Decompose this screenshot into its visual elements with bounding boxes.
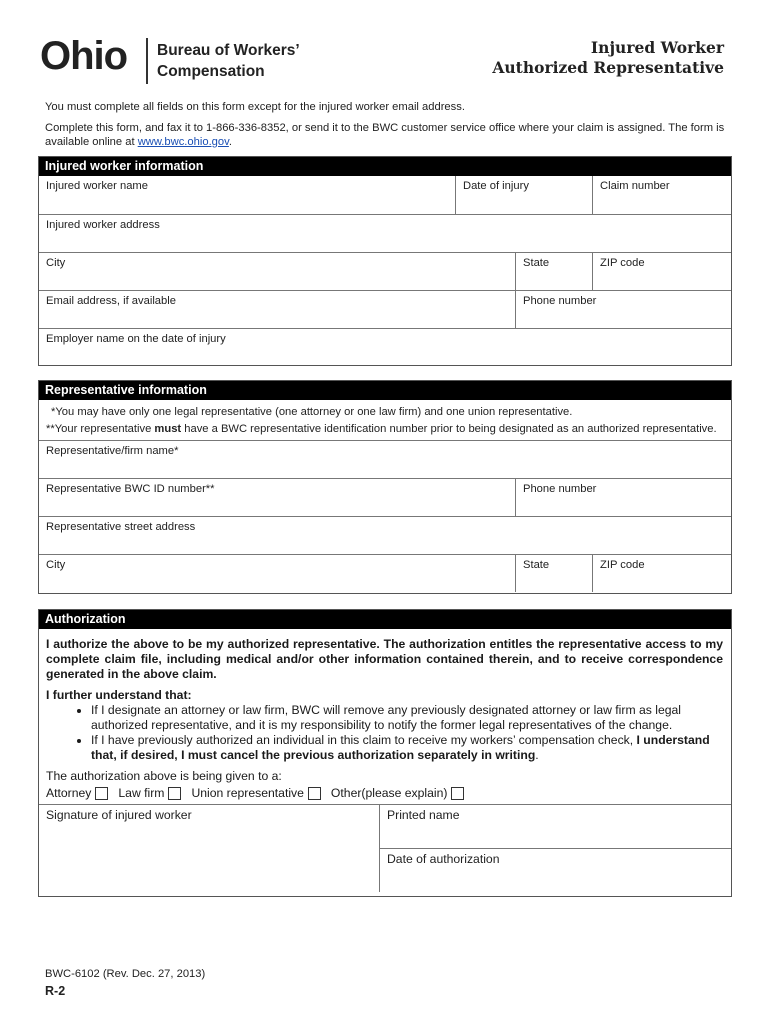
label: Employer name on the date of injury — [46, 333, 226, 345]
rep-city-field[interactable] — [39, 555, 515, 592]
bullet-bold-text: I understand that, if desired, I must cancel the previous authorization separately in writing — [91, 733, 710, 762]
injured-worker-heading: Injured worker information — [39, 157, 731, 176]
employer-name-field[interactable] — [39, 329, 731, 365]
label: Signature of injured worker — [46, 808, 192, 822]
date-of-authorization-field[interactable] — [380, 848, 731, 892]
list-item — [91, 733, 723, 763]
list-item: • If I designate an attorney or law firm, BWC will remove any previously designated attorney or law firm as legal authorized representative, and it is my responsibility to notify the former legal representatives of the change. — [91, 703, 723, 733]
union-option-label: Union representative — [191, 786, 304, 800]
printed-name-field[interactable] — [380, 805, 731, 848]
representative-heading: Representative information — [39, 381, 731, 400]
representative-firm-name-field[interactable] — [39, 441, 731, 478]
further-understand: I further understand that: — [46, 688, 192, 702]
bullet-text: If I have previously authorized an individual in this claim to receive my workers’ compensation check, — [91, 733, 637, 747]
rep-row-3 — [39, 516, 731, 554]
label: ZIP code — [600, 559, 645, 571]
understanding-list — [39, 703, 731, 763]
rep-zip-code-field[interactable] — [592, 555, 731, 592]
form-number: BWC-6102 (Rev. Dec. 27, 2013) — [45, 968, 206, 980]
intro-required-note: You must complete all fields on this form except for the injured worker email address. — [45, 101, 465, 113]
representative-bwc-id-field[interactable] — [39, 479, 515, 516]
rep-row-1 — [39, 440, 731, 478]
union-representative-checkbox[interactable] — [308, 787, 321, 800]
injured-row-3 — [39, 252, 731, 290]
form-title — [492, 38, 724, 78]
label: City — [46, 559, 66, 571]
injured-row-5 — [39, 328, 731, 365]
label: Email address, if available — [46, 295, 176, 307]
label: Printed name — [387, 808, 460, 822]
label: Representative/firm name* — [46, 445, 179, 457]
claim-number-field[interactable] — [592, 176, 731, 214]
injured-worker-section — [38, 156, 732, 366]
form-title-line-2: Authorized Representative — [492, 58, 724, 77]
attorney-checkbox[interactable] — [95, 787, 108, 800]
logo-divider — [146, 38, 148, 84]
rep-phone-number-field[interactable] — [515, 479, 731, 516]
injured-worker-name-field[interactable] — [39, 176, 455, 214]
state-field[interactable] — [515, 253, 592, 290]
injured-row-1 — [39, 176, 731, 214]
label: Date of injury — [463, 180, 529, 192]
representative-type-options — [39, 784, 731, 804]
label: State — [523, 257, 550, 269]
note-must: must — [154, 423, 182, 435]
note-text: have a BWC representative identification number prior to being designated as an authorized representative. — [181, 423, 717, 435]
injured-row-2 — [39, 214, 731, 252]
law-firm-checkbox[interactable] — [168, 787, 181, 800]
injured-worker-address-field[interactable] — [39, 215, 731, 252]
label: City — [46, 257, 66, 269]
bwc-website-link[interactable]: www.bwc.ohio.gov — [137, 136, 229, 148]
injured-row-4 — [39, 290, 731, 328]
signature-right-column — [379, 805, 731, 892]
rep-note-1: *You may have only one legal representative (one attorney or one law firm) and one union representative. — [51, 406, 573, 418]
label: Representative street address — [46, 521, 196, 533]
label: Date of authorization — [387, 852, 500, 866]
authorization-statement: I authorize the above to be my authorized representative. The authorization entitles the representative access to my complete claim file, including medical and/or other information contained therein, and to receive correspondence generated in the above claim. — [46, 637, 723, 681]
label: ZIP code — [600, 257, 645, 269]
label: Injured worker name — [46, 180, 148, 192]
note-text: **Your representative — [46, 423, 155, 435]
city-field[interactable] — [39, 253, 515, 290]
representative-street-address-field[interactable] — [39, 517, 731, 554]
authorization-section — [38, 609, 732, 897]
agency-line-1: Bureau of Workers’ — [157, 42, 300, 59]
email-field[interactable] — [39, 291, 515, 328]
signature-row — [39, 804, 731, 892]
intro-submission-note — [45, 121, 735, 149]
agency-name — [157, 40, 300, 82]
agency-line-2: Compensation — [157, 63, 265, 80]
date-of-injury-field[interactable] — [455, 176, 592, 214]
intro-text: Complete this form, and fax it to 1-866-336-8352, or send it to the BWC customer service office where your claim is assigned. The form is available online at — [45, 122, 725, 148]
other-option-label: Other(please explain) — [330, 786, 448, 800]
rep-note-2 — [39, 422, 731, 440]
label: State — [523, 559, 550, 571]
authorization-heading: Authorization — [39, 610, 731, 629]
label: Claim number — [600, 180, 670, 192]
ohio-logo-word: Ohio — [40, 34, 128, 78]
bullet-period: . — [535, 748, 539, 762]
attorney-option-label: Attorney — [46, 786, 92, 800]
intro-period: . — [228, 136, 232, 148]
law-firm-option-label: Law firm — [118, 786, 165, 800]
rep-row-4 — [39, 554, 731, 592]
given-to-label: The authorization above is being given to a: — [46, 769, 282, 783]
form-title-line-1: Injured Worker — [590, 38, 724, 57]
representative-section — [38, 380, 732, 594]
label: Phone number — [523, 483, 597, 495]
rep-row-2 — [39, 478, 731, 516]
label: Representative BWC ID number** — [46, 483, 215, 495]
zip-code-field[interactable] — [592, 253, 731, 290]
label: Phone number — [523, 295, 597, 307]
phone-number-field[interactable] — [515, 291, 731, 328]
signature-field[interactable] — [39, 805, 379, 892]
rep-state-field[interactable] — [515, 555, 592, 592]
label: Injured worker address — [46, 219, 160, 231]
other-checkbox[interactable] — [451, 787, 464, 800]
form-code: R-2 — [45, 984, 66, 998]
